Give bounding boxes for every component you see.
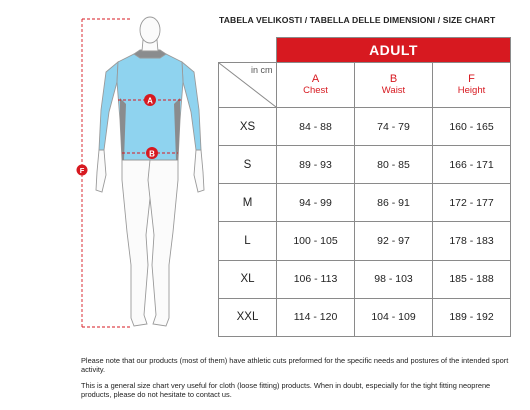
column-name: Waist (381, 85, 406, 96)
chest-value: 114 - 120 (277, 298, 355, 336)
height-value: 178 - 183 (433, 222, 511, 260)
fit-note: Please note that our products (most of them) have athletic cuts preformed for the specific needs and postures of the intended sport activity. (81, 356, 509, 375)
height-marker-label: F (79, 166, 85, 176)
table-row (219, 108, 511, 146)
waist-value: 80 - 85 (355, 146, 433, 184)
height-value: 166 - 171 (433, 146, 511, 184)
column-letter: F (468, 73, 475, 85)
sizing-disclaimer-note: This is a general size chart very useful for cloth (loose fitting) products. When in doubt, especially for the tight fitting neoprene products, please do not hesitate to contact us. (81, 381, 491, 400)
column-header-waist (355, 63, 433, 108)
size-label: M (219, 184, 277, 222)
waist-value: 86 - 91 (355, 184, 433, 222)
column-letter: A (311, 73, 320, 85)
waist-value: 104 - 109 (355, 298, 433, 336)
column-name: Height (457, 85, 486, 96)
column-name: Chest (303, 85, 328, 96)
size-label: S (219, 146, 277, 184)
size-chart-title: TABELA VELIKOSTI / TABELLA DELLE DIMENSIONI / SIZE CHART (219, 15, 496, 25)
waist-marker-label: B (149, 149, 155, 159)
unit-label: in cm (251, 65, 273, 75)
table-row (219, 260, 511, 298)
size-label: XL (219, 260, 277, 298)
table-corner (219, 38, 277, 63)
table-row (219, 146, 511, 184)
adult-group-header: ADULT (277, 38, 511, 63)
leg-outline (122, 160, 178, 326)
waist-value: 92 - 97 (355, 222, 433, 260)
unit-header-cell (219, 63, 277, 108)
size-label: XXL (219, 298, 277, 336)
table-row (219, 298, 511, 336)
head-outline (140, 17, 160, 51)
height-value: 189 - 192 (433, 298, 511, 336)
size-label: L (219, 222, 277, 260)
size-chart-table (218, 37, 511, 337)
chest-value: 106 - 113 (277, 260, 355, 298)
column-letter: B (389, 73, 398, 85)
chest-value: 100 - 105 (277, 222, 355, 260)
body-figure-illustration (0, 0, 215, 345)
chest-marker-label: A (147, 96, 153, 106)
table-row (219, 184, 511, 222)
waist-value: 74 - 79 (355, 108, 433, 146)
column-header-chest (277, 63, 355, 108)
size-label: XS (219, 108, 277, 146)
chest-value: 89 - 93 (277, 146, 355, 184)
height-value: 185 - 188 (433, 260, 511, 298)
height-value: 160 - 165 (433, 108, 511, 146)
chest-value: 94 - 99 (277, 184, 355, 222)
waist-value: 98 - 103 (355, 260, 433, 298)
height-value: 172 - 177 (433, 184, 511, 222)
column-header-height (433, 63, 511, 108)
chest-value: 84 - 88 (277, 108, 355, 146)
table-row (219, 222, 511, 260)
